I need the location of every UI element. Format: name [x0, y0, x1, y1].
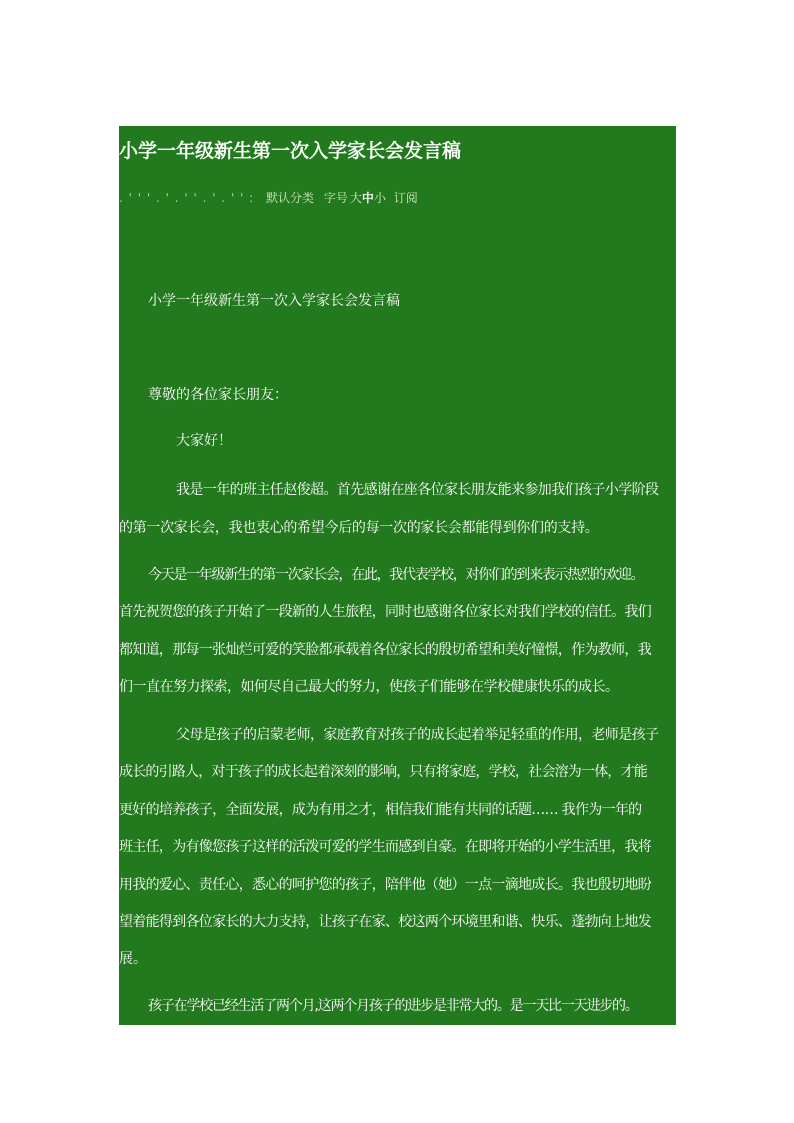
font-size-large-button[interactable]: 大	[349, 191, 362, 205]
font-size-medium-button[interactable]: 中	[361, 191, 374, 205]
subscribe-link[interactable]: 订阅	[393, 191, 418, 205]
body-line: 首先祝贺您的孩子开始了一段新的人生旅程，同时也感谢各位家长对我们学校的信任。我们	[119, 604, 651, 620]
body-line: 今天是一年级新生的第一次家长会，在此，我代表学校，对你们的到来表示热烈的欢迎。	[148, 567, 644, 583]
body-line: 大家好！	[176, 433, 232, 449]
font-size-label: 字号	[323, 191, 348, 205]
article-panel	[119, 126, 676, 1025]
category-link[interactable]: 默认分类	[266, 191, 315, 205]
body-line: 展。	[119, 951, 147, 967]
article-title: 小学一年级新生第一次入学家长会发言稿	[119, 140, 462, 162]
meta-dots: . ' ' ' . ' . ' ' . ' . ' ' :	[119, 191, 255, 205]
body-line: 更好的培养孩子，全面发展，成为有用之才，相信我们能有共同的话题…… 我作为一年的	[119, 802, 642, 818]
font-size-small-button[interactable]: 小	[373, 191, 386, 205]
body-line: 望着能得到各位家长的大力支持，让孩子在家、校这两个环境里和谐、快乐、蓬勃向上地发	[119, 914, 651, 930]
body-line: 我是一年的班主任赵俊超。首先感谢在座各位家长朋友能来参加我们孩子小学阶段	[176, 482, 659, 498]
body-line: 用我的爱心、责任心，悉心的呵护您的孩子，陪伴他（她）一点一滴地成长。我也殷切地盼	[119, 877, 651, 893]
article-meta	[119, 190, 424, 206]
body-line: 尊敬的各位家长朋友：	[148, 387, 288, 403]
body-line: 班主任，为有像您孩子这样的活泼可爱的学生而感到自豪。在即将开始的小学生活里，我将	[119, 839, 651, 855]
body-line: 都知道，那每一张灿烂可爱的笑脸都承载着各位家长的殷切希望和美好憧憬，作为教师，我	[119, 642, 651, 658]
body-line: 小学一年级新生第一次入学家长会发言稿	[148, 293, 400, 309]
body-line: 父母是孩子的启蒙老师，家庭教育对孩子的成长起着举足轻重的作用，老师是孩子	[176, 727, 659, 743]
body-line: 孩子在学校已经生活了两个月,这两个月孩子的进步是非常大的。是一天比一天进步的。	[148, 998, 638, 1014]
body-line: 成长的引路人，对于孩子的成长起着深刻的影响，只有将家庭，学校，社会溶为一体，才能	[119, 764, 647, 780]
body-line: 的第一次家长会，我也衷心的希望今后的每一次的家长会都能得到你们的支持。	[119, 520, 599, 536]
body-line: 们一直在努力探索，如何尽自己最大的努力，使孩子们能够在学校健康快乐的成长。	[119, 679, 619, 695]
